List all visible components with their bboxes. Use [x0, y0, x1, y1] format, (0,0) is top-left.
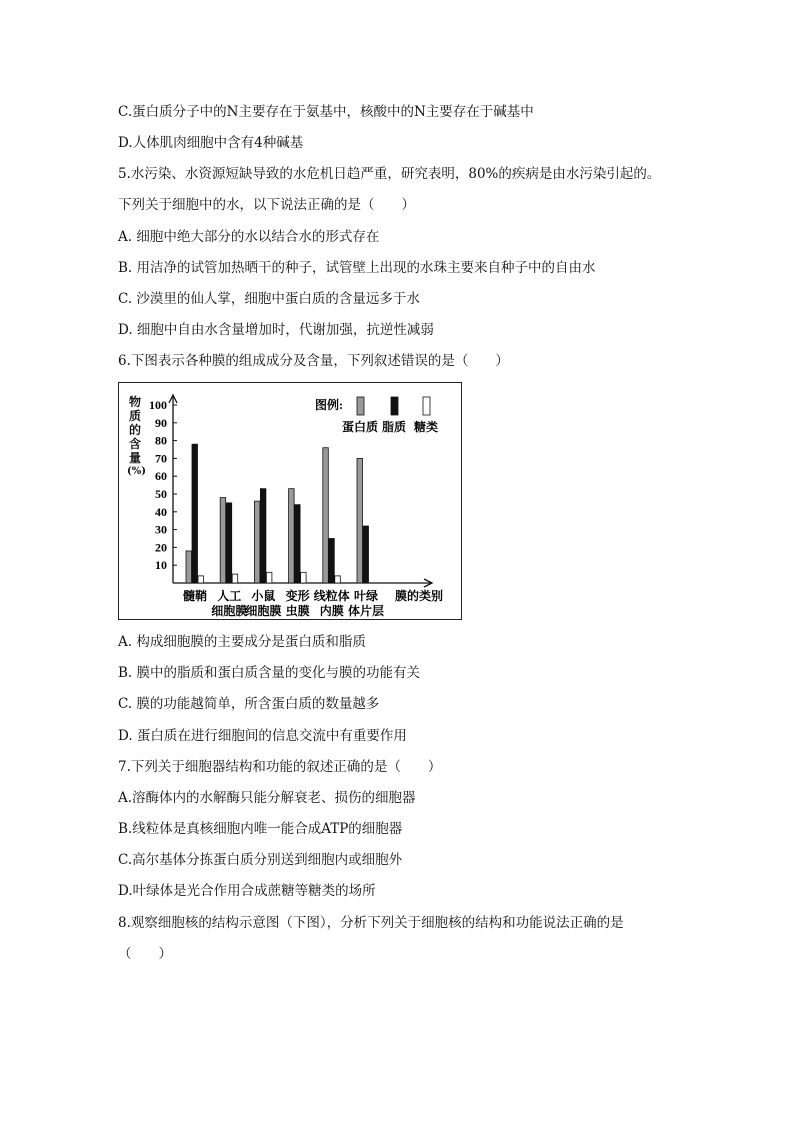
question-6-stem: 6.下图表示各种膜的组成成分及含量，下列叙述错误的是（ ） [118, 353, 509, 369]
y-tick-label: 50 [155, 487, 167, 501]
bar-脂质 [192, 444, 198, 583]
x-category-label: 叶绿 [353, 589, 379, 603]
y-axis-label-char: 的 [128, 423, 141, 437]
legend-title: 图例: [315, 398, 343, 412]
bar-糖类 [335, 576, 341, 583]
q5-option-a: A. 细胞中绝大部分的水以结合水的形式存在 [118, 229, 380, 245]
bar-糖类 [198, 576, 204, 583]
bar-脂质 [329, 539, 335, 584]
bar-脂质 [260, 489, 266, 583]
q7-option-c: C.高尔基体分拣蛋白质分别送到细胞内或细胞外 [118, 852, 403, 868]
question-5-prompt: 下列关于细胞中的水，以下说法正确的是（ ） [118, 197, 415, 213]
membrane-composition-chart [118, 382, 462, 620]
bar-糖类 [266, 572, 272, 583]
q6-option-b: B. 膜中的脂质和蛋白质含量的变化与膜的功能有关 [118, 665, 421, 681]
x-category-label: 线粒体 [313, 589, 350, 603]
option-d-q4: D.人体肌肉细胞中含有4种碱基 [118, 135, 304, 151]
question-7-stem: 7.下列关于细胞器结构和功能的叙述正确的是（ ） [118, 759, 442, 775]
bar-糖类 [301, 572, 307, 583]
question-8-paren: （ ） [118, 946, 172, 962]
q7-option-b: B.线粒体是真核细胞内唯一能合成ATP的细胞器 [118, 821, 403, 837]
legend-swatch-糖类 [423, 397, 430, 415]
y-tick-label: 90 [155, 415, 167, 430]
bar-蛋白质 [357, 458, 363, 583]
x-axis-label: 膜的类别 [394, 589, 444, 603]
q6-option-a: A. 构成细胞膜的主要成分是蛋白质和脂质 [118, 634, 366, 650]
x-category-label: 变形 [285, 589, 310, 603]
y-tick-label: 30 [155, 522, 167, 537]
y-tick-label: 60 [155, 469, 167, 484]
x-category-label: 人工 [217, 589, 242, 603]
legend-label: 脂质 [381, 420, 407, 434]
y-tick-label: 10 [155, 558, 167, 573]
q5-option-c: C. 沙漠里的仙人掌，细胞中蛋白质的含量远多于水 [118, 291, 420, 307]
bar-糖类 [232, 574, 238, 583]
bar-蛋白质 [220, 498, 226, 583]
q7-option-a: A.溶酶体内的水解酶只能分解衰老、损伤的细胞器 [118, 790, 416, 806]
q5-option-d: D. 细胞中自由水含量增加时，代谢加强，抗逆性减弱 [118, 322, 434, 338]
q7-option-d: D.叶绿体是光合作用合成蔗糖等糖类的场所 [118, 883, 376, 899]
y-tick-label: 70 [155, 451, 167, 466]
chart-svg [119, 383, 461, 619]
y-axis-label-char: 量 [128, 451, 141, 465]
y-tick-label: 100 [149, 398, 167, 412]
legend-swatch-蛋白质 [357, 397, 364, 415]
x-category-label: 细胞膜 [211, 604, 248, 618]
x-category-label: 体片层 [347, 604, 385, 618]
q6-option-d: D. 蛋白质在进行细胞间的信息交流中有重要作用 [118, 728, 407, 744]
bar-蛋白质 [323, 448, 329, 583]
bar-脂质 [226, 503, 232, 583]
x-category-label: 细胞膜 [245, 604, 282, 618]
x-category-label: 小鼠 [251, 589, 276, 603]
q5-option-b: B. 用洁净的试管加热晒干的种子，试管壁上出现的水珠主要来自种子中的自由水 [118, 260, 596, 276]
y-tick-label: 40 [155, 504, 167, 519]
question-5-stem: 5.水污染、水资源短缺导致的水危机日趋严重，研究表明，80%的疾病是由水污染引起的。 [118, 166, 661, 182]
x-category-label: 内膜 [319, 604, 344, 618]
bar-脂质 [363, 526, 369, 583]
y-tick-label: 20 [155, 540, 167, 555]
q6-option-c: C. 膜的功能越简单，所含蛋白质的数量越多 [118, 696, 380, 712]
bar-蛋白质 [186, 551, 192, 583]
y-axis-label-char: 含 [128, 437, 141, 451]
legend-label: 蛋白质 [341, 420, 379, 434]
legend-label: 糖类 [413, 420, 439, 434]
y-tick-label: 80 [155, 433, 167, 448]
legend-swatch-脂质 [391, 397, 398, 415]
bar-脂质 [295, 505, 301, 583]
y-axis-label-char: 物 [128, 395, 141, 409]
question-8-stem: 8.观察细胞核的结构示意图（下图），分析下列关于细胞核的结构和功能说法正确的是 [118, 915, 624, 931]
x-category-label: 虫膜 [285, 604, 310, 618]
y-axis-label-char: 质 [128, 409, 141, 423]
x-category-label: 髓鞘 [182, 589, 208, 603]
option-c-q4: C.蛋白质分子中的N主要存在于氨基中，核酸中的N主要存在于碱基中 [118, 104, 534, 120]
y-axis-label-char: (%) [127, 466, 146, 477]
bar-蛋白质 [289, 489, 295, 583]
bar-蛋白质 [254, 501, 260, 583]
